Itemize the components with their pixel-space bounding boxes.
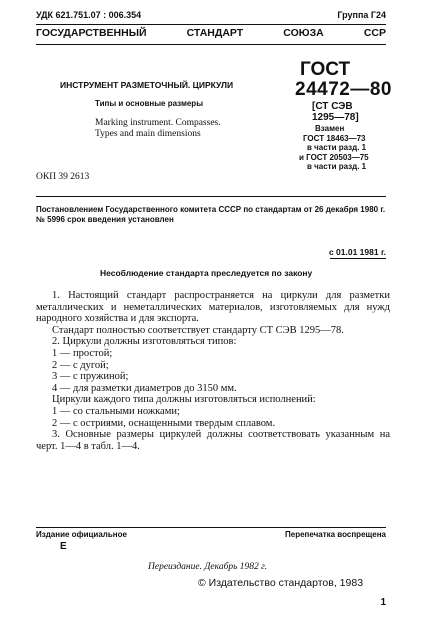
ct-sev-reference xyxy=(312,101,359,123)
english-title-line: Marking instrument. Compasses. xyxy=(95,118,221,128)
date-underline xyxy=(330,258,386,259)
copyright-notice: © Издательство стандартов, 1983 xyxy=(198,577,364,589)
list-item: 1 — простой; xyxy=(52,347,113,359)
law-notice: Несоблюдение стандарта преследуется по закону xyxy=(100,268,313,278)
reprint-prohibited-label: Перепечатка воспрещена xyxy=(285,530,386,539)
top-rule xyxy=(36,24,386,25)
paragraph: Стандарт полностью соответствует стандарту СТ СЭВ 1295—78. xyxy=(52,324,344,336)
edition-letter: Е xyxy=(60,541,67,552)
effective-date: с 01.01 1981 г. xyxy=(328,247,386,257)
english-title xyxy=(95,118,221,140)
replaces-line: и ГОСТ 20503—75 xyxy=(299,152,369,162)
paragraph: 3. Основные размеры циркулей должны соответствовать указанным на черт. 1—4 в табл. 1—4. xyxy=(36,429,390,452)
footer-rule xyxy=(36,527,386,528)
gost-label: ГОСТ xyxy=(300,59,351,80)
banner-rule xyxy=(36,44,386,45)
gost-number: 24472—80 xyxy=(295,79,392,100)
document-title: ИНСТРУМЕНТ РАЗМЕТОЧНЫЙ. ЦИРКУЛИ xyxy=(60,80,234,90)
udk-code: УДК 621.751.07 : 006.354 xyxy=(36,10,142,20)
page-number: 1 xyxy=(380,597,386,608)
list-item: 4 — для разметки диаметров до 3150 мм. xyxy=(52,382,237,394)
paragraph: 1. Настоящий стандарт распространяется на циркули для разметки металлических и неметаллических материалов, изготовляемых для нужд народного хозяйства и для экспорта. xyxy=(36,290,390,325)
list-item: 2 — с дугой; xyxy=(52,359,109,371)
document-subtitle: Типы и основные размеры xyxy=(95,99,204,108)
paragraph: Циркули каждого типа должны изготовляться исполнений: xyxy=(52,394,316,406)
reedition-note: Переиздание. Декабрь 1982 г. xyxy=(148,562,268,572)
english-title-line: Types and main dimensions xyxy=(95,129,201,139)
official-edition-label: Издание официальное xyxy=(36,530,127,539)
list-item: 1 — со стальными ножками; xyxy=(52,405,180,417)
ct-sev-line: 1295—78] xyxy=(312,112,359,123)
paragraph: 2. Циркули должны изготовляться типов: xyxy=(52,336,237,348)
replaces-line: в части разд. 1 xyxy=(307,143,367,152)
group-code: Группа Г24 xyxy=(337,10,386,20)
main-text xyxy=(36,290,390,452)
replaces-line: в части разд. 1 xyxy=(307,162,367,171)
list-item: 3 — с пружиной; xyxy=(52,371,129,383)
replaces-block xyxy=(299,124,369,172)
replaces-line: ГОСТ 18463—73 xyxy=(303,133,366,143)
replaces-line: Взамен xyxy=(315,124,345,133)
decree-text: Постановлением Государственного комитета СССР по стандартам от 26 декабря 1980 г. № 5996 срок введения установлен xyxy=(36,205,386,224)
list-item: 2 — с остриями, оснащенными твердым сплавом. xyxy=(52,417,276,429)
okp-rule xyxy=(36,196,386,197)
okp-code: ОКП 39 2613 xyxy=(36,172,90,182)
ct-sev-line: [СТ СЭВ xyxy=(312,101,353,112)
standard-banner: ГОСУДАРСТВЕННЫЙ СТАНДАРТ СОЮЗА ССР xyxy=(36,27,386,39)
